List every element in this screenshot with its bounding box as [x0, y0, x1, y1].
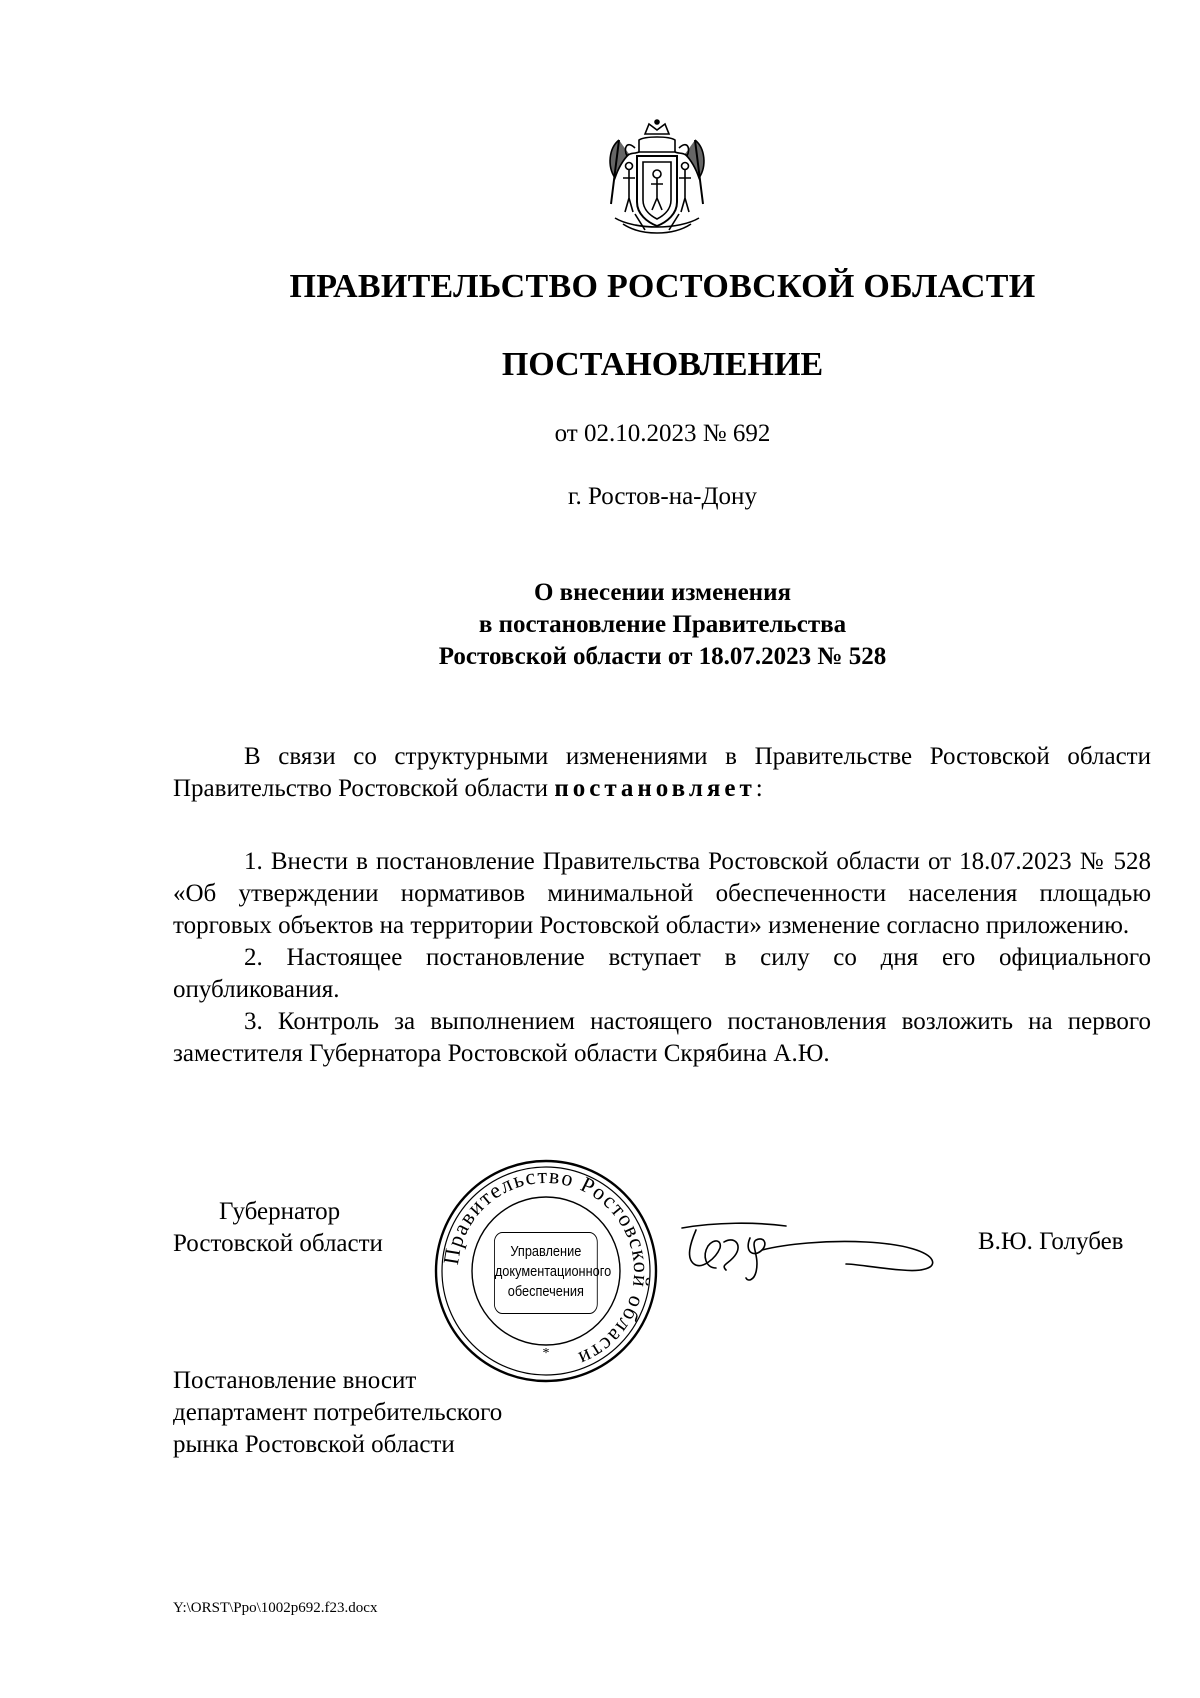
subject-line: О внесении изменения [533, 579, 792, 606]
preamble [173, 741, 1151, 805]
document-place: г. Ростов-на-Дону [568, 483, 757, 510]
preamble-paragraph [173, 741, 1151, 805]
seal-inner-line: Управление [510, 1243, 582, 1260]
submitter-note [173, 1365, 502, 1461]
organization-title: ПРАВИТЕЛЬСТВО РОСТОВСКОЙ ОБЛАСТИ [289, 268, 1036, 305]
preamble-colon: : [755, 775, 763, 802]
subject-line: в постановление Правительства [478, 611, 847, 638]
decree-item: 3. Контроль за выполнением настоящего постановления возложить на первого заместителя Губернатора Ростовской области Скрябина А.Ю. [173, 1008, 1151, 1067]
seal-inner-line: документационного [494, 1263, 612, 1280]
seal-inner-line: обеспечения [507, 1283, 584, 1300]
decree-item: 1. Внести в постановление Правительства Ростовской области от 18.07.2023 № 528 «Об утверждении нормативов минимальной обеспеченности населения площадью торговых объектов на территории Ростовской области» изменение согласно приложению. [173, 848, 1151, 939]
signatory-title-line: Губернатор [219, 1198, 341, 1225]
subject-line: Ростовской области от 18.07.2023 № 528 [438, 643, 887, 670]
decree-word: постановляет [554, 775, 756, 802]
signatory-title [173, 1196, 383, 1260]
submitter-line: департамент потребительского [173, 1399, 503, 1426]
signer-name: В.Ю. Голубев [978, 1228, 1124, 1255]
submitter-line: Постановление вносит [173, 1367, 417, 1394]
decree-items [173, 846, 1151, 1070]
coat-of-arms-icon [605, 118, 709, 238]
svg-text:*: * [542, 1346, 550, 1361]
seal-inner-text [494, 1232, 612, 1314]
seal-ring-text: Правительство Ростовской области [438, 1162, 655, 1373]
preamble-text: В связи со структурными изменениями в Правительстве Ростовской области Правительство Ростовской области [173, 743, 1151, 802]
signatory-title-line: Ростовской области [173, 1230, 383, 1257]
handwritten-signature-icon [676, 1210, 952, 1286]
submitter-line: рынка Ростовской области [173, 1431, 455, 1458]
document-type: ПОСТАНОВЛЕНИЕ [501, 346, 824, 383]
decree-item: 2. Настоящее постановление вступает в силу со дня его официального опубликования. [173, 944, 1151, 1003]
document-date-number: от 02.10.2023 № 692 [554, 420, 771, 447]
document-subject [0, 577, 1200, 673]
file-path-footer: Y:\ORST\Ppo\1002p692.f23.docx [173, 1600, 378, 1616]
